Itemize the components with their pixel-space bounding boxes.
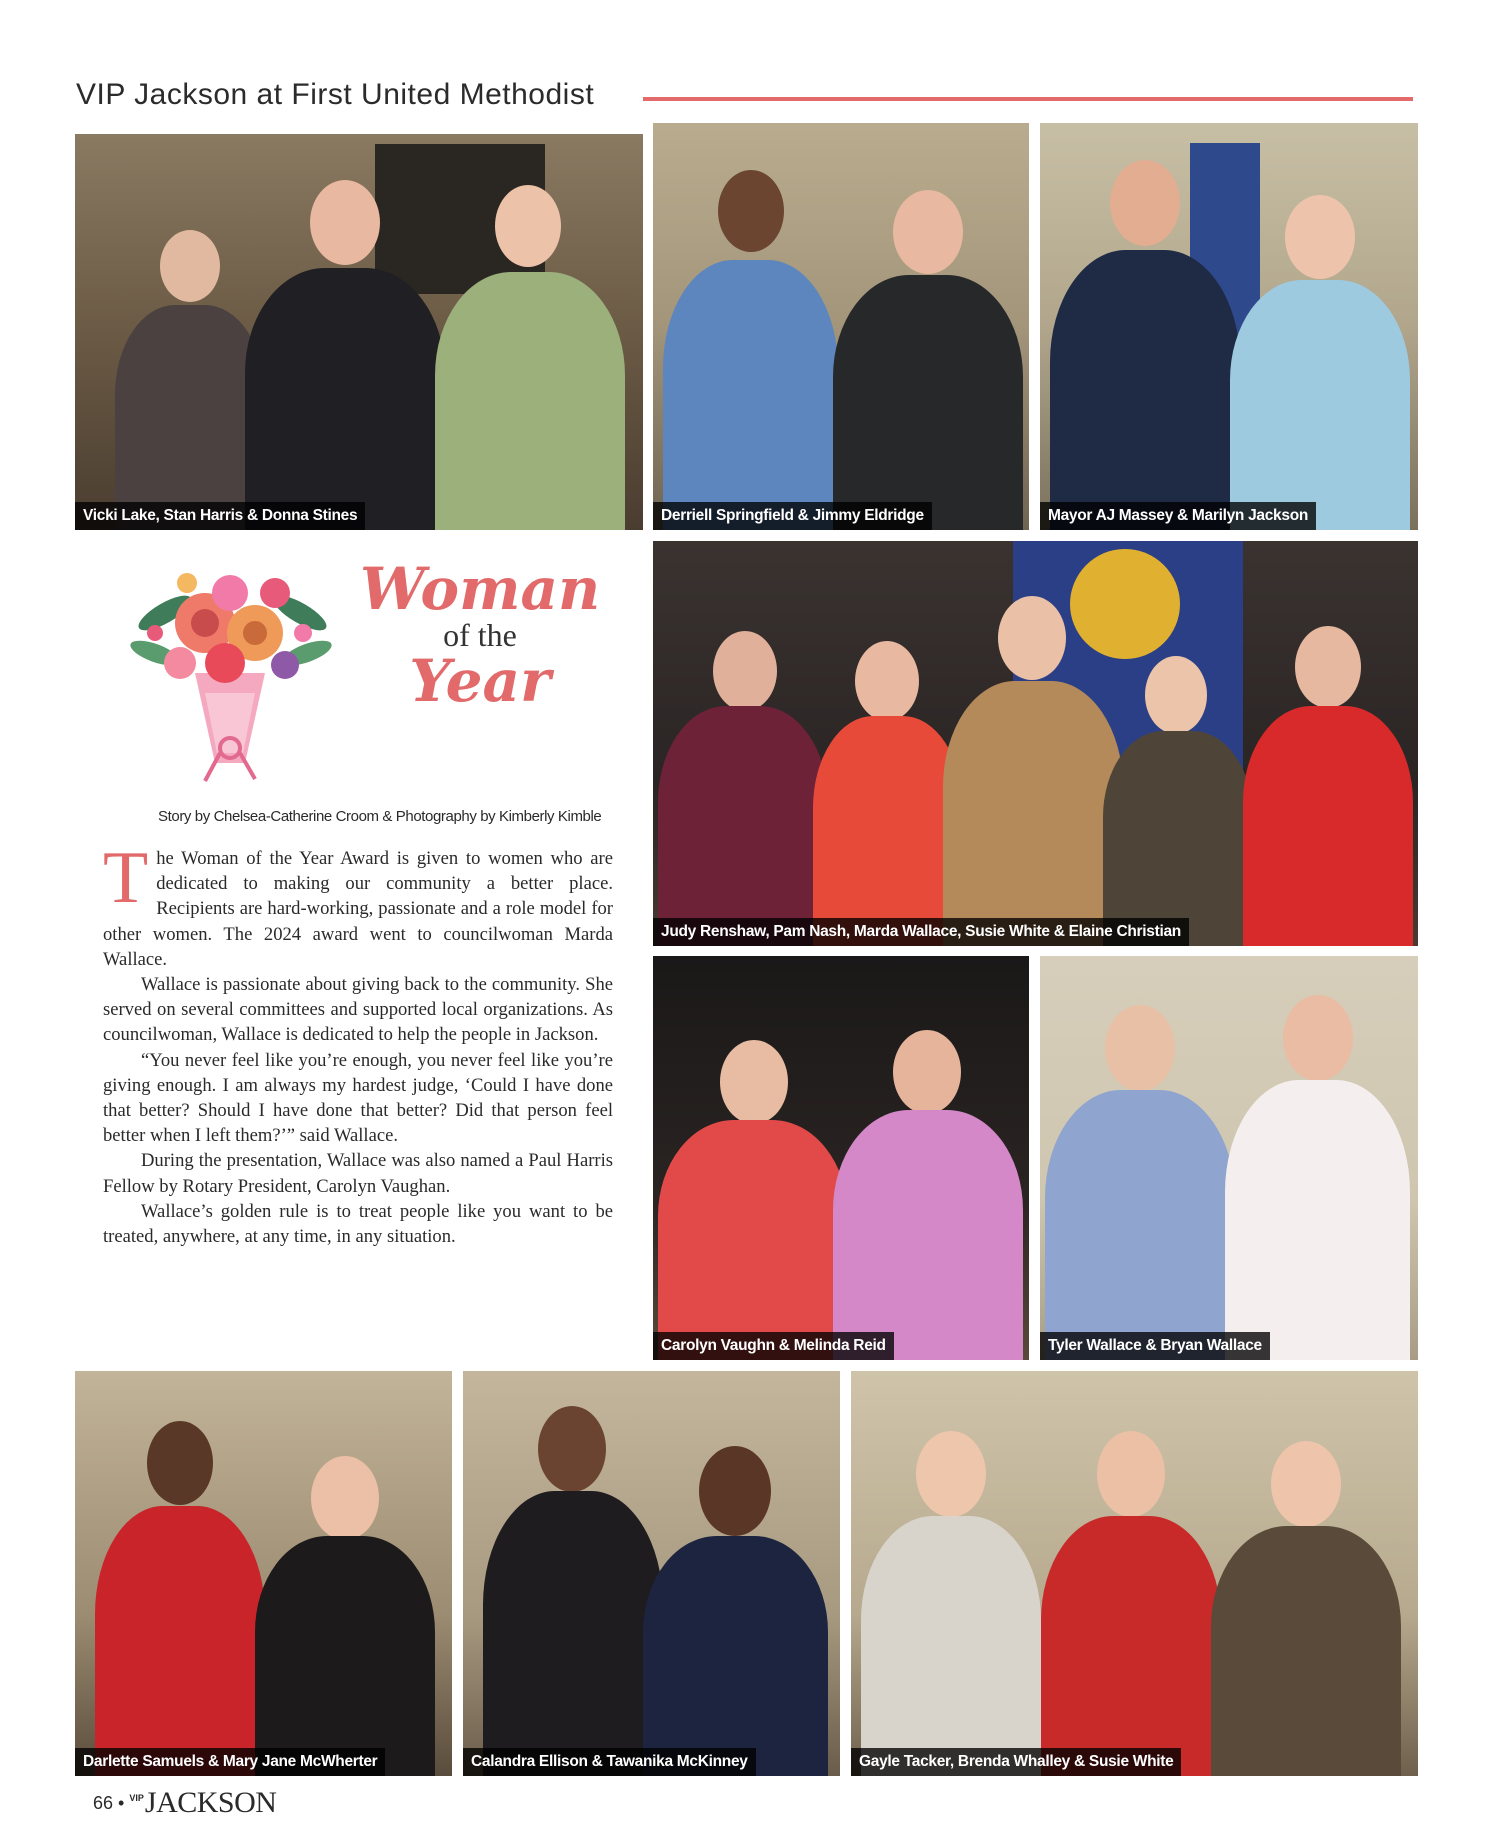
photo-caption: Carolyn Vaughn & Melinda Reid <box>653 1332 894 1360</box>
article-body <box>103 837 613 1249</box>
header-rule <box>643 97 1413 101</box>
photo-caption: Judy Renshaw, Pam Nash, Marda Wallace, Susie White & Elaine Christian <box>653 918 1189 946</box>
article-paragraph: During the presentation, Wallace was also named a Paul Harris Fellow by Rotary President, Carolyn Vaughan. <box>103 1150 613 1197</box>
photo-caption: Tyler Wallace & Bryan Wallace <box>1040 1332 1270 1360</box>
photo-tyler-bryan <box>1040 956 1418 1360</box>
publication-prefix: VIP <box>129 1793 144 1803</box>
photo-gayle-brenda-susie <box>851 1371 1418 1776</box>
page-header-title: VIP Jackson at First United Methodist <box>76 78 595 111</box>
photo-aj-marilyn <box>1040 123 1418 530</box>
photo-caption: Gayle Tacker, Brenda Whalley & Susie White <box>851 1748 1181 1776</box>
footer-separator: • <box>118 1793 125 1813</box>
article-byline: Story by Chelsea-Catherine Croom & Photography by Kimberly Kimble <box>158 808 602 825</box>
photo-caption: Mayor AJ Massey & Marilyn Jackson <box>1040 502 1316 530</box>
photo-vicki-stan-donna <box>75 134 643 530</box>
photo-caption: Calandra Ellison & Tawanika McKinney <box>463 1748 756 1776</box>
heading-year: Year <box>409 647 551 715</box>
photo-caption: Darlette Samuels & Mary Jane McWherter <box>75 1748 385 1776</box>
heading-woman: Woman <box>360 555 601 623</box>
heading-of-the: of the <box>443 617 517 653</box>
woman-of-the-year-heading <box>360 555 601 770</box>
article-paragraph: The Woman of the Year Award is given to women who are dedicated to making our community a better place. Recipients are hard-working, passionate and a role model for other women. The 2024 award went to councilwoman Marda Wallace. <box>103 837 613 970</box>
article-paragraph: Wallace is passionate about giving back to the community. She served on several committees and supported local organizations. As councilwoman, Wallace is dedicated to help the people in Jackson. <box>103 974 613 1046</box>
page-footer <box>93 1786 276 1820</box>
drop-cap: T <box>103 837 149 919</box>
photo-caption: Derriell Springfield & Jimmy Eldridge <box>653 502 932 530</box>
page-number: 66 <box>93 1793 114 1813</box>
flower-bouquet-illustration <box>125 553 335 783</box>
photo-calandra-tawanika <box>463 1371 840 1776</box>
photo-group-five-women <box>653 541 1418 946</box>
publication-logo: JACKSON <box>144 1786 277 1819</box>
photo-derriell-jimmy <box>653 123 1029 530</box>
article-paragraph: Wallace’s golden rule is to treat people like you want to be treated, anywhere, at any time, in any situation. <box>103 1200 613 1248</box>
photo-caption: Vicki Lake, Stan Harris & Donna Stines <box>75 502 365 530</box>
article-paragraph: “You never feel like you’re enough, you never feel like you’re giving enough. I am always my hardest judge, ‘Could I have done that better? Should I have done that better? Did that person feel better when I left them?’” said Wallace. <box>103 1049 613 1147</box>
photo-darlette-mary-jane <box>75 1371 452 1776</box>
photo-carolyn-melinda <box>653 956 1029 1360</box>
